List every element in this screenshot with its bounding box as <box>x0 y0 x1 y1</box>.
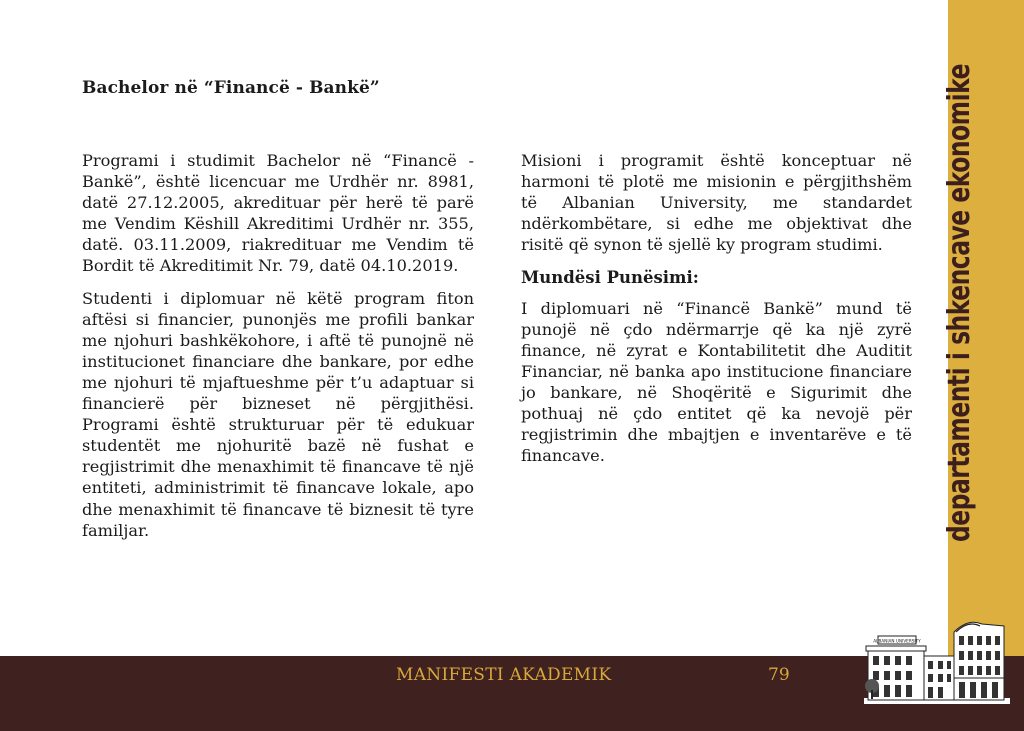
department-label: departamenti i shkencave ekonomike <box>942 63 977 542</box>
page-number: 79 <box>768 665 790 685</box>
employment-subheading: Mundësi Punësimi: <box>521 268 699 288</box>
graduate-skills-paragraph: Studenti i diplomuar në këtë program fiton aftësi si financier, punonjës me profili bankar me njohuri bashkëkohore, i aftë të punojnë në institucionet financiare dhe bankare, por edhe me njohuri të mjaftueshme për t’u adaptuar si financierë për bizneset në përgjithësi. Programi është strukturuar për të edukuar studentët me njohuritë bazë në fushat e regjistrimit dhe menaxhimit të financave të një entiteti, administrimit të financave lokale, apo dhe menaxhimit të financave të biznesit të tyre familjar. <box>82 288 474 540</box>
building-sign-text: ALBANIAN UNIVERSITY <box>873 638 921 644</box>
program-licensing-paragraph: Programi i studimit Bachelor në “Financë -Bankë”, është licencuar me Urdhër nr. 8981, datë 27.12.2005, akredituar për herë të parë me Vendim Këshill Akreditimi Urdhër nr. 355, datë. 03.11.2009, riakredituar me Vendim të Bordit të Akreditimit Nr. 79, datë 04.10.2019. <box>82 151 474 276</box>
right-column <box>521 150 912 466</box>
left-column <box>82 150 474 541</box>
employment-paragraph: I diplomuari në “Financë Bankë” mund të punojë në çdo ndërmarrje që ka një zyrë finance, në zyrat e Kontabilitetit dhe Auditit Financiar, në banka apo institucione financiare jo bankare, në Shoqëritë e Sigurimit dhe pothuaj në çdo entitet që ka nevojë për regjistrimin dhe mbajtjen e inventarëve e të financave. <box>521 298 912 466</box>
university-building-icon <box>864 614 1010 704</box>
footer-title: MANIFESTI AKADEMIK <box>396 665 612 685</box>
section-heading: Bachelor në “Financë - Bankë” <box>82 78 380 98</box>
mission-paragraph: Misioni i programit është konceptuar në harmoni të plotë me misionin e përgjithshëm të Albanian University, me standardet ndërkombëtare, si edhe me objektivat dhe risitë që synon të sjellë ky program studimi. <box>521 151 912 255</box>
